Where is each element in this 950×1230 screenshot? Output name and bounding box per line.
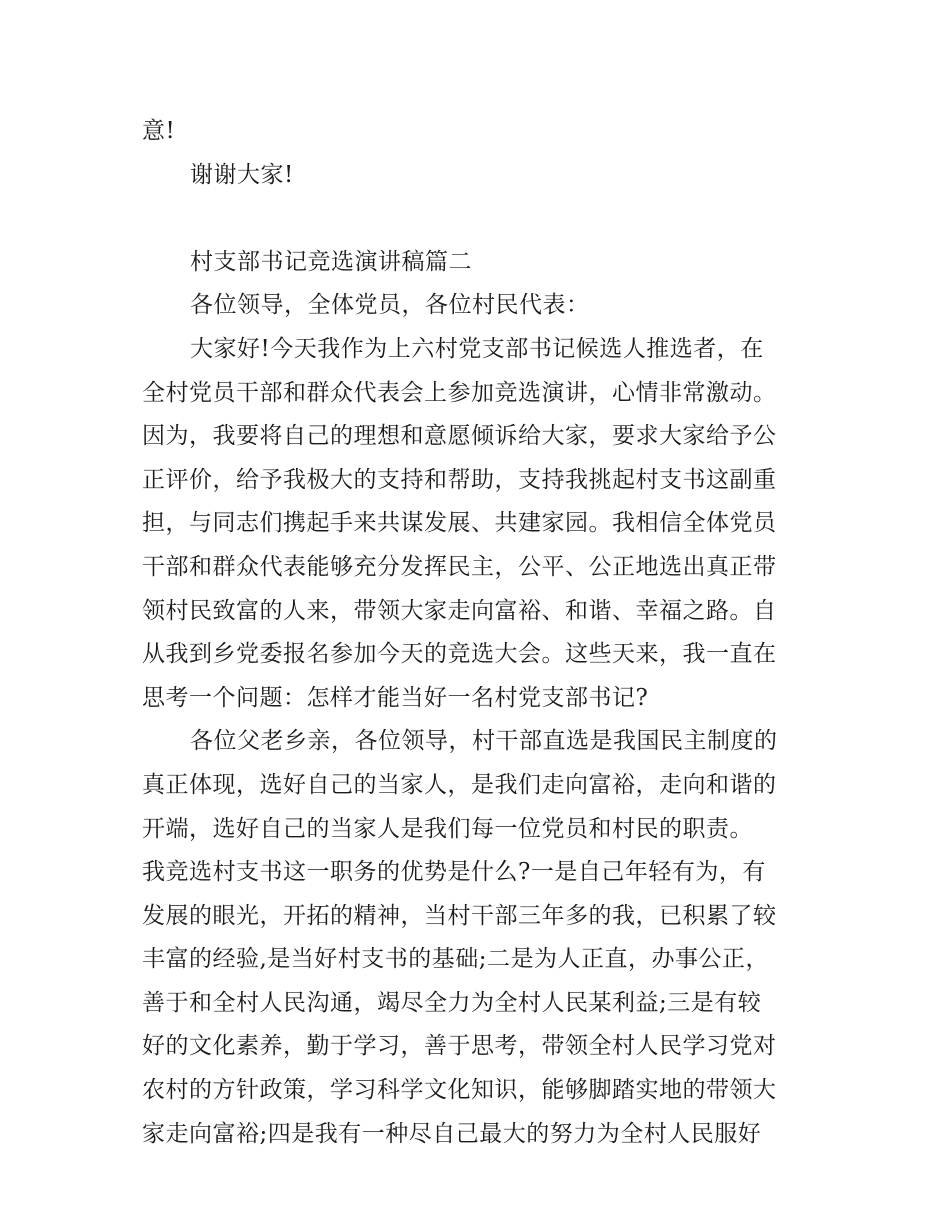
- text-line: 家走向富裕;四是我有一种尽自己最大的努力为全村人民服好: [142, 1120, 762, 1147]
- text-line: 大家好!今天我作为上六村党支部书记候选人推选者，在: [190, 335, 764, 362]
- salutation: 各位领导，全体党员，各位村民代表：: [190, 292, 590, 319]
- text-line: 谢谢大家!: [190, 161, 294, 188]
- text-line: 我竞选村支书这一职务的优势是什么?一是自己年轻有为，有: [142, 859, 766, 886]
- text-line: 善于和全村人民沟通，竭尽全力为全村人民某利益;三是有较: [142, 989, 762, 1016]
- text-line: 担，与同志们携起手来共谋发展、共建家园。我相信全体党员: [142, 510, 777, 537]
- text-line: 领村民致富的人来，带领大家走向富裕、和谐、幸福之路。自: [142, 597, 777, 624]
- text-line: 因为，我要将自己的理想和意愿倾诉给大家，要求大家给予公: [142, 423, 777, 450]
- text-line: 各位父老乡亲，各位领导，村干部直选是我国民主制度的: [190, 728, 778, 755]
- text-line: 开端，选好自己的当家人是我们每一位党员和村民的职责。: [142, 815, 753, 842]
- text-line: 全村党员干部和群众代表会上参加竞选演讲，心情非常激动。: [142, 379, 777, 406]
- text-line: 发展的眼光，开拓的精神，当村干部三年多的我，已积累了较: [142, 902, 777, 929]
- text-line: 好的文化素养，勤于学习，善于思考，带领全村人民学习党对: [142, 1033, 777, 1060]
- document-body: [142, 110, 822, 1156]
- text-line: 正评价，给予我极大的支持和帮助，支持我挑起村支书这副重: [142, 466, 777, 493]
- text-line: 农村的方针政策，学习科学文化知识，能够脚踏实地的带领大: [142, 1077, 777, 1104]
- text-line: 思考一个问题：怎样才能当好一名村党支部书记?: [142, 684, 649, 711]
- text-line: 干部和群众代表能够充分发挥民主，公平、公正地选出真正带: [142, 553, 777, 580]
- section-heading: 村支部书记竞选演讲稿篇二: [190, 248, 472, 275]
- text-line: 丰富的经验,是当好村支书的基础;二是为人正直，办事公正，: [142, 946, 770, 973]
- blank-line: [142, 197, 822, 241]
- text-line: 意!: [142, 118, 176, 144]
- text-line: 从我到乡党委报名参加今天的竞选大会。这些天来，我一直在: [142, 641, 777, 668]
- text-line: 真正体现，选好自己的当家人，是我们走向富裕，走向和谐的: [142, 771, 777, 798]
